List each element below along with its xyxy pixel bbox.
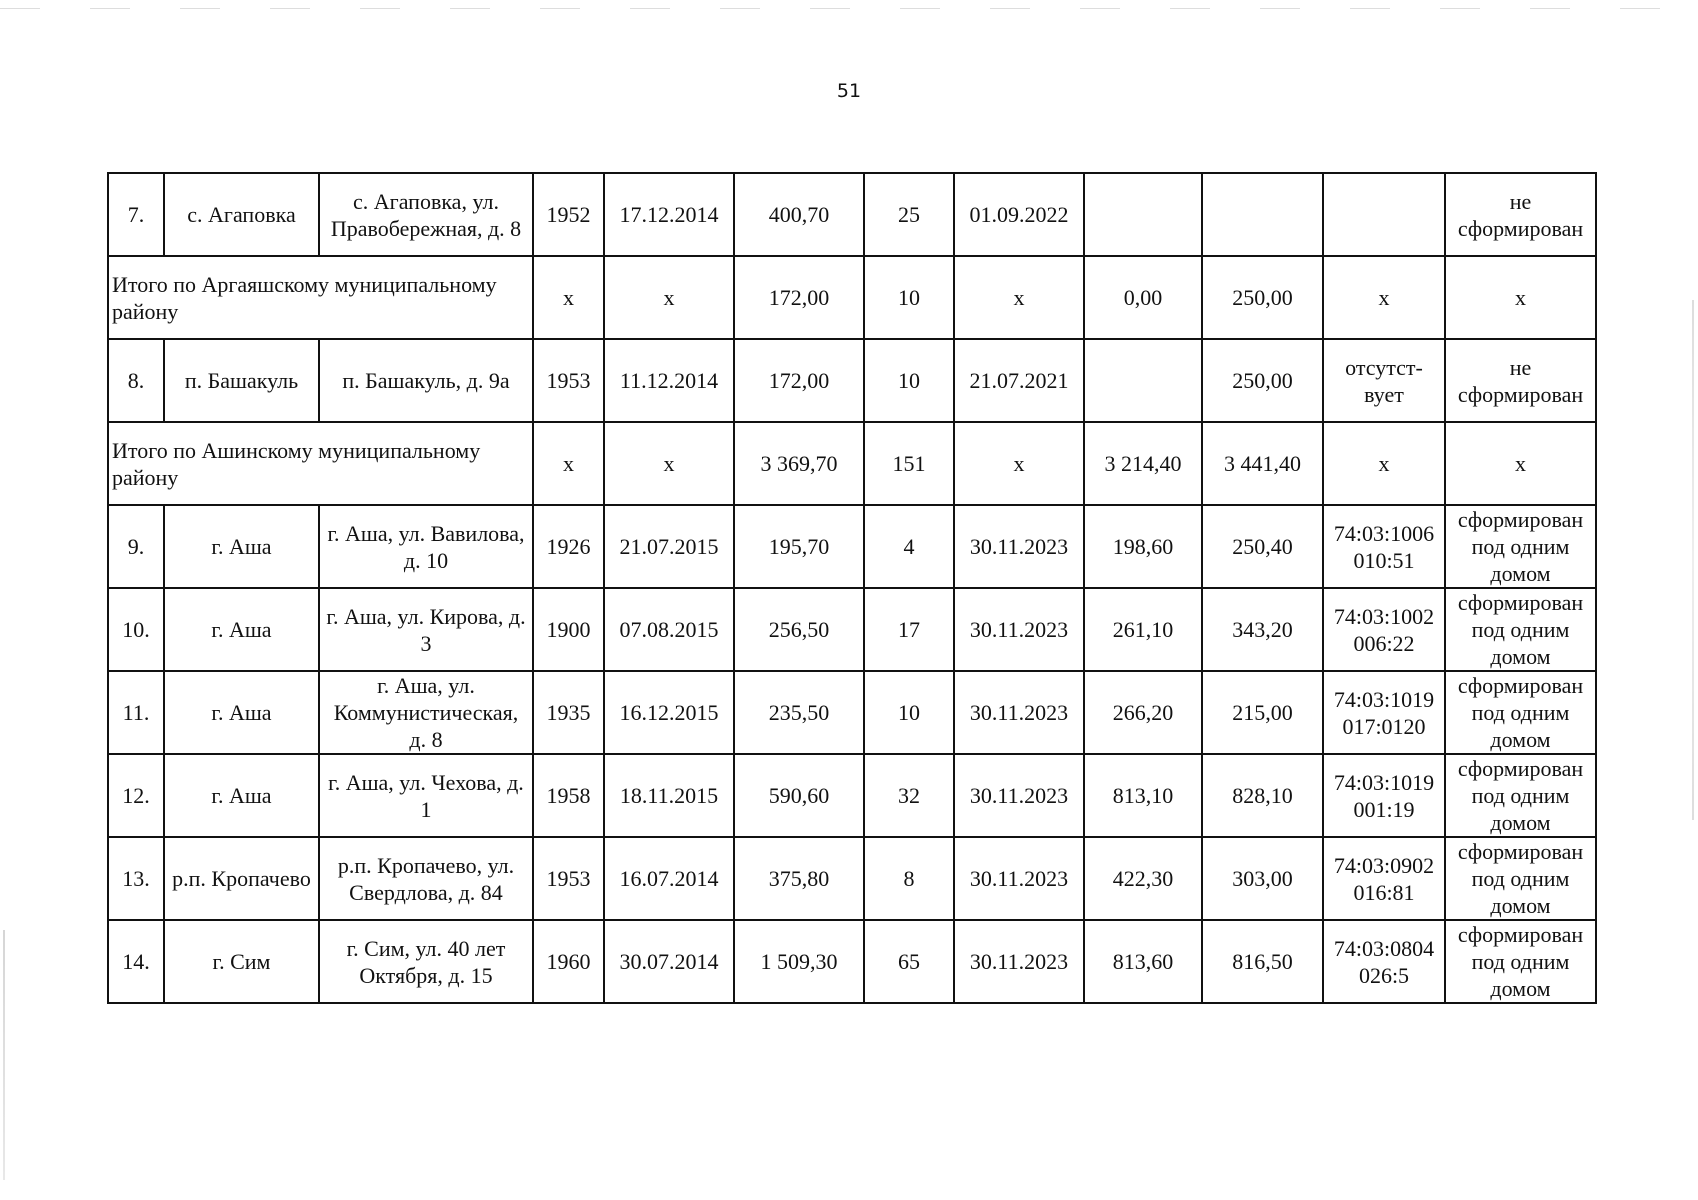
cell-area-land: 303,00	[1202, 837, 1323, 920]
cell-total-label: Итого по Ашинскому муниципальному району	[108, 422, 533, 505]
cell-area-living: 266,20	[1084, 671, 1202, 754]
cell-area-living: 198,60	[1084, 505, 1202, 588]
cell-total-label: Итого по Аргаяшскому муниципальному району	[108, 256, 533, 339]
cell-address: п. Башакуль, д. 9а	[319, 339, 533, 422]
cell-locality: р.п. Кропачево	[164, 837, 319, 920]
cell-land-status: сформирован под одним домом	[1445, 754, 1596, 837]
cell-cadastral: х	[1323, 422, 1445, 505]
table-row	[108, 588, 1596, 671]
cell-residents: 151	[864, 422, 954, 505]
cell-residents: 10	[864, 339, 954, 422]
cell-address: с. Агаповка, ул. Правобережная, д. 8	[319, 173, 533, 256]
cell-land-status: сформирован под одним домом	[1445, 505, 1596, 588]
cell-land-status: не сформирован	[1445, 173, 1596, 256]
cell-cadastral: 74:03:0804 026:5	[1323, 920, 1445, 1003]
cell-area-living: 261,10	[1084, 588, 1202, 671]
table-row	[108, 671, 1596, 754]
cell-num: 7.	[108, 173, 164, 256]
cell-locality: с. Агаповка	[164, 173, 319, 256]
cell-date-emergency: 16.12.2015	[604, 671, 734, 754]
cell-cadastral	[1323, 173, 1445, 256]
cell-year: 1952	[533, 173, 604, 256]
cell-num: 14.	[108, 920, 164, 1003]
table-row	[108, 505, 1596, 588]
cell-date-emergency: 17.12.2014	[604, 173, 734, 256]
cell-date-emergency: х	[604, 256, 734, 339]
page-number	[0, 80, 1698, 102]
cell-cadastral: 74:03:1002 006:22	[1323, 588, 1445, 671]
cell-residents: 10	[864, 671, 954, 754]
cell-cadastral: отсутст- вует	[1323, 339, 1445, 422]
cell-area-land: 250,00	[1202, 256, 1323, 339]
cell-date-emergency: 18.11.2015	[604, 754, 734, 837]
cell-cadastral: 74:03:0902 016:81	[1323, 837, 1445, 920]
cell-num: 11.	[108, 671, 164, 754]
cell-area: 195,70	[734, 505, 864, 588]
table-row	[108, 837, 1596, 920]
cell-locality: г. Аша	[164, 754, 319, 837]
cell-area: 3 369,70	[734, 422, 864, 505]
cell-locality: г. Аша	[164, 588, 319, 671]
cell-cadastral: 74:03:1006 010:51	[1323, 505, 1445, 588]
cell-land-status: сформирован под одним домом	[1445, 671, 1596, 754]
cell-land-status: не сформирован	[1445, 339, 1596, 422]
cell-num: 9.	[108, 505, 164, 588]
table-total-row	[108, 422, 1596, 505]
cell-address: г. Аша, ул. Кирова, д. 3	[319, 588, 533, 671]
page-number-text: 51	[836, 80, 862, 102]
cell-num: 13.	[108, 837, 164, 920]
cell-num: 12.	[108, 754, 164, 837]
cell-area-living: 3 214,40	[1084, 422, 1202, 505]
cell-date-planned: 30.11.2023	[954, 671, 1084, 754]
cell-date-emergency: х	[604, 422, 734, 505]
cell-date-emergency: 11.12.2014	[604, 339, 734, 422]
cell-year: х	[533, 422, 604, 505]
cell-date-emergency: 07.08.2015	[604, 588, 734, 671]
cell-year: 1953	[533, 339, 604, 422]
cell-area-land: 816,50	[1202, 920, 1323, 1003]
cell-area-land: 215,00	[1202, 671, 1323, 754]
cell-address: р.п. Кропачево, ул. Свердлова, д. 84	[319, 837, 533, 920]
cell-land-status: х	[1445, 422, 1596, 505]
cell-cadastral: х	[1323, 256, 1445, 339]
cell-locality: г. Аша	[164, 671, 319, 754]
cell-residents: 65	[864, 920, 954, 1003]
cell-residents: 8	[864, 837, 954, 920]
cell-date-emergency: 30.07.2014	[604, 920, 734, 1003]
scan-artifact-right	[1692, 300, 1694, 820]
cell-area-living: 813,60	[1084, 920, 1202, 1003]
cell-locality: г. Аша	[164, 505, 319, 588]
cell-land-status: х	[1445, 256, 1596, 339]
cell-area: 1 509,30	[734, 920, 864, 1003]
scan-artifact-left	[3, 930, 5, 1180]
cell-area-living	[1084, 173, 1202, 256]
cell-area: 235,50	[734, 671, 864, 754]
cell-date-emergency: 16.07.2014	[604, 837, 734, 920]
cell-area: 256,50	[734, 588, 864, 671]
cell-locality: п. Башакуль	[164, 339, 319, 422]
cell-date-planned: 30.11.2023	[954, 754, 1084, 837]
cell-land-status: сформирован под одним домом	[1445, 920, 1596, 1003]
cell-date-planned: х	[954, 256, 1084, 339]
cell-area: 375,80	[734, 837, 864, 920]
cell-residents: 32	[864, 754, 954, 837]
scan-artifact-top	[0, 8, 1698, 9]
table-row	[108, 339, 1596, 422]
cell-residents: 10	[864, 256, 954, 339]
cell-address: г. Аша, ул. Чехова, д. 1	[319, 754, 533, 837]
cell-area-living: 0,00	[1084, 256, 1202, 339]
cell-date-planned: 30.11.2023	[954, 920, 1084, 1003]
cell-area: 172,00	[734, 256, 864, 339]
cell-year: 1900	[533, 588, 604, 671]
cell-area-living	[1084, 339, 1202, 422]
cell-residents: 17	[864, 588, 954, 671]
cell-date-planned: х	[954, 422, 1084, 505]
cell-area-land: 3 441,40	[1202, 422, 1323, 505]
cell-area: 172,00	[734, 339, 864, 422]
housing-registry-table	[107, 172, 1597, 1004]
cell-year: 1926	[533, 505, 604, 588]
cell-area-living: 422,30	[1084, 837, 1202, 920]
cell-year: 1935	[533, 671, 604, 754]
cell-land-status: сформирован под одним домом	[1445, 588, 1596, 671]
cell-locality: г. Сим	[164, 920, 319, 1003]
cell-num: 10.	[108, 588, 164, 671]
cell-date-planned: 30.11.2023	[954, 837, 1084, 920]
cell-area-land: 828,10	[1202, 754, 1323, 837]
table-row	[108, 920, 1596, 1003]
cell-cadastral: 74:03:1019 001:19	[1323, 754, 1445, 837]
cell-year: 1953	[533, 837, 604, 920]
table-row	[108, 173, 1596, 256]
cell-area-land: 250,00	[1202, 339, 1323, 422]
cell-year: 1958	[533, 754, 604, 837]
cell-address: г. Аша, ул. Вавилова, д. 10	[319, 505, 533, 588]
table-total-row	[108, 256, 1596, 339]
cell-date-planned: 21.07.2021	[954, 339, 1084, 422]
cell-area-land	[1202, 173, 1323, 256]
cell-date-planned: 30.11.2023	[954, 588, 1084, 671]
cell-area-living: 813,10	[1084, 754, 1202, 837]
cell-num: 8.	[108, 339, 164, 422]
cell-date-emergency: 21.07.2015	[604, 505, 734, 588]
cell-land-status: сформирован под одним домом	[1445, 837, 1596, 920]
cell-address: г. Аша, ул. Коммунистическая, д. 8	[319, 671, 533, 754]
cell-cadastral: 74:03:1019 017:0120	[1323, 671, 1445, 754]
cell-year: х	[533, 256, 604, 339]
cell-area: 400,70	[734, 173, 864, 256]
cell-date-planned: 01.09.2022	[954, 173, 1084, 256]
cell-residents: 25	[864, 173, 954, 256]
cell-date-planned: 30.11.2023	[954, 505, 1084, 588]
cell-area-land: 343,20	[1202, 588, 1323, 671]
cell-year: 1960	[533, 920, 604, 1003]
table-row	[108, 754, 1596, 837]
cell-address: г. Сим, ул. 40 лет Октября, д. 15	[319, 920, 533, 1003]
cell-residents: 4	[864, 505, 954, 588]
cell-area-land: 250,40	[1202, 505, 1323, 588]
cell-area: 590,60	[734, 754, 864, 837]
